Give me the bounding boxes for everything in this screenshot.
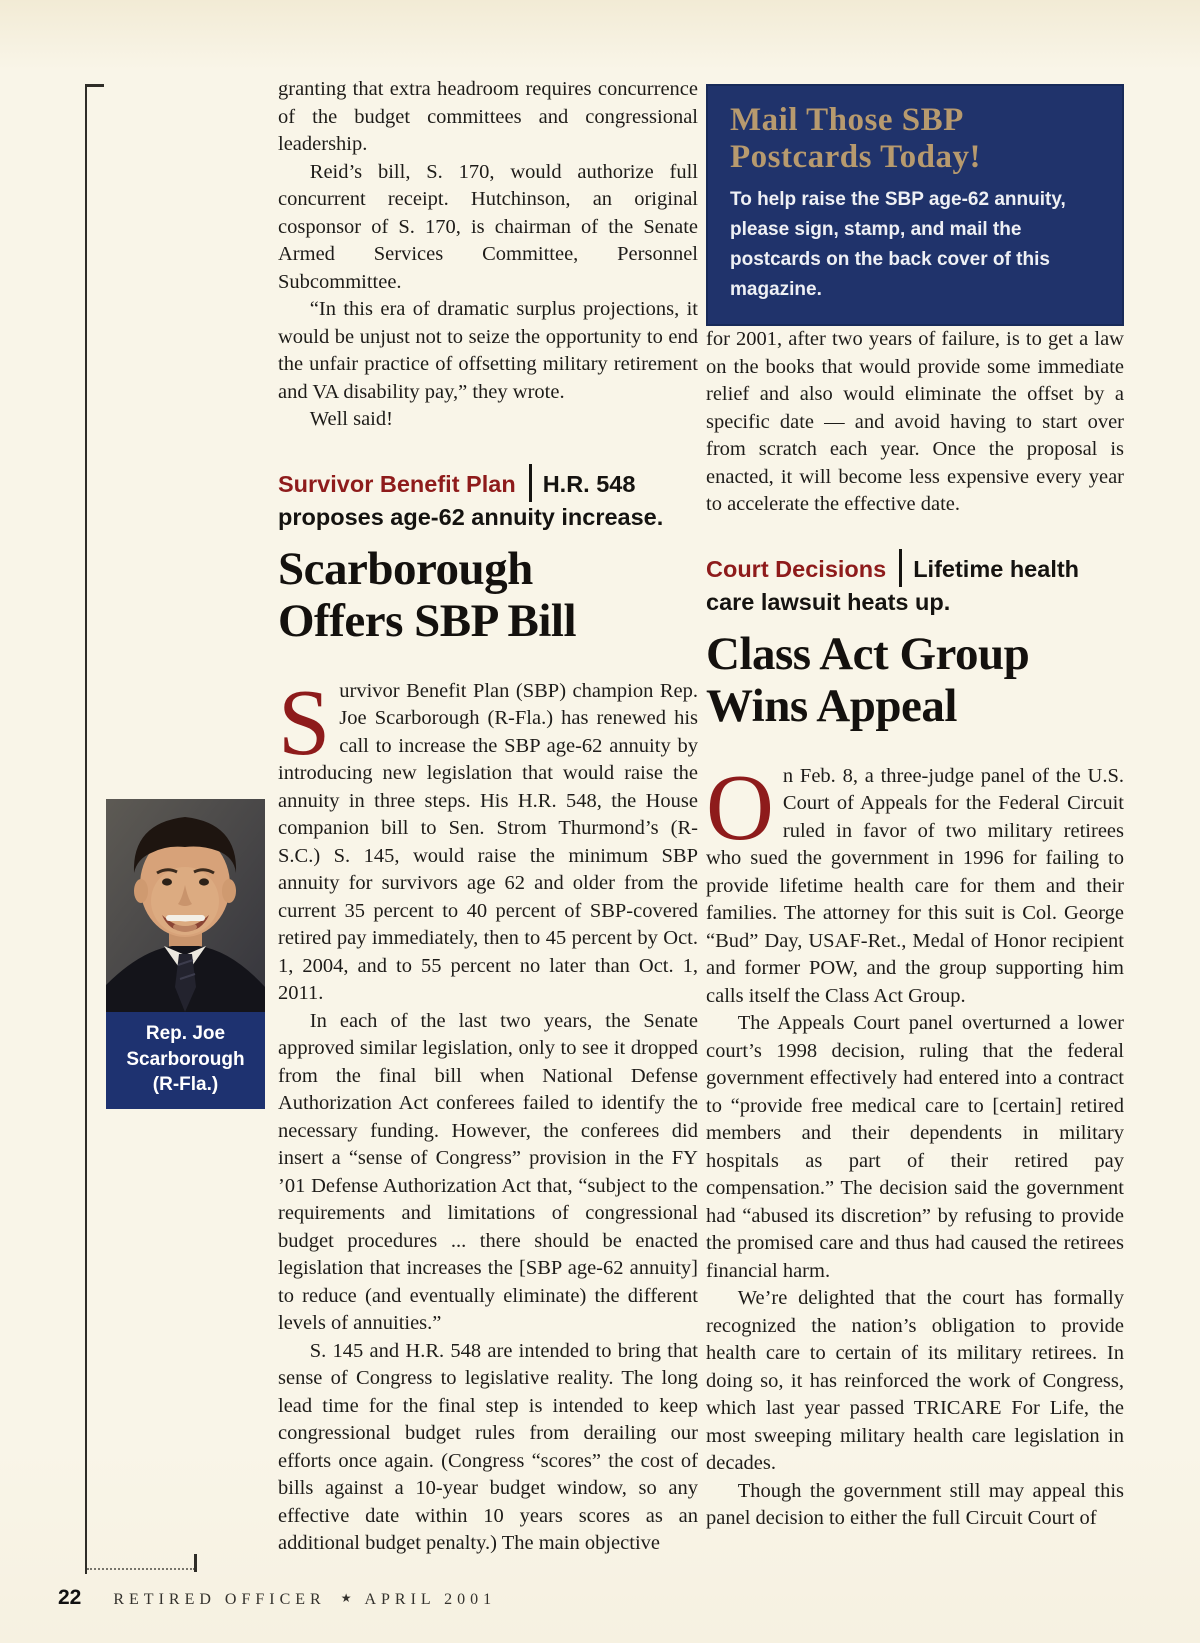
headline-line: Offers SBP Bill bbox=[278, 594, 576, 647]
body-paragraph: “In this era of dramatic surplus projections, it would be unjust not to seize the opportunity to end the unfair practice of offsetting military retirement and VA disability pay,” they wrote. bbox=[278, 298, 698, 403]
drop-cap: S bbox=[278, 670, 331, 775]
paragraph-text: urvivor Benefit Plan (SBP) champion Rep. Joe Scarborough (R-Fla.) has renewed his call to increase the SBP age-62 annuity by introducing new legislation that would raise the annuity in three steps. His H.R. 548, the House companion bill to Sen. Strom Thurmond’s (R-S.C.) S. 145, would raise the minimum SBP annuity for survivors age 62 and older from the current 35 percent to 40 percent of SBP-covered retired pay immediately, then to 45 percent by Oct. 1, 2004, and to 55 percent no later than Oct. 1, 2011. bbox=[278, 679, 698, 1005]
body-paragraph: In each of the last two years, the Senate approved similar legislation, only to see it dropped from the final bill when National Defense Authorization Act conferees failed to identify the necessary funding. However, the conferees did insert a “sense of Congress” provision in the FY ’01 Defense Authorization Act that, “subject to the requirements and limitations of congressional budget procedures ... there should be enacted legislation that increases the [SBP age-62 annuity] to reduce (and eventually eliminate) the different levels of annuities.” bbox=[278, 1009, 698, 1335]
body-paragraph: Reid’s bill, S. 170, would authorize full concurrent receipt. Hutchinson, an original cosponsor of S. 170, is chairman of the Senate Armed Services Committee, Personnel Subcommittee. bbox=[278, 160, 698, 293]
left-column bbox=[278, 76, 698, 1558]
callout-box-mail-postcards bbox=[706, 84, 1124, 326]
kicker-deck: Lifetime health care lawsuit heats up. bbox=[706, 555, 1080, 615]
section-kicker-court-decisions bbox=[706, 549, 1124, 618]
article-headline-class-act bbox=[706, 628, 1124, 732]
body-paragraph: for 2001, after two years of failure, is to get a law on the books that would provide some immediate relief and also would eliminate the offset by a specific date — and avoid having to start over from scratch each year. Once the proposal is enacted, it will become less expensive every year to accelerate the effective date. bbox=[706, 328, 1124, 515]
callout-heading: Mail Those SBP Postcards Today! bbox=[730, 102, 981, 175]
drop-cap: O bbox=[706, 755, 774, 860]
kicker-divider-bar bbox=[899, 549, 902, 587]
body-paragraph: The Appeals Court panel overturned a lower court’s 1998 decision, ruling that the federal government effectively had entered into a contract to “provide free medical care to [certain] retired members and their dependents in military hospitals as part of their retired pay compensation.” The decision said the government had “abused its discretion” by refusing to provide the promised care and thus had caused the retirees financial harm. bbox=[706, 1012, 1124, 1282]
issue-date: APRIL 2001 bbox=[364, 1591, 497, 1608]
paragraph-text: n Feb. 8, a three-judge panel of the U.S. Court of Appeals for the Federal Circuit ruled in favor of two military retirees who sued the government in 1996 for failing to provide lifetime health care for them and their families. The attorney for this suit is Col. George “Bud” Day, USAF-Ret., Medal of Honor recipient and former POW, and the group supporting him calls itself the Class Act Group. bbox=[706, 764, 1124, 1007]
right-column bbox=[706, 76, 1124, 1533]
article-headline-scarborough bbox=[278, 543, 698, 647]
body-paragraph: We’re delighted that the court has formally recognized the nation’s obligation to provide health care to certain of its military retirees. In doing so, it has reinforced the work of Congress, which last year passed TRICARE For Life, the most sweeping military health care legislation in decades. bbox=[706, 1287, 1124, 1475]
kicker-divider-bar bbox=[529, 464, 532, 502]
kicker-deck: H.R. 548 proposes age-62 annuity increase. bbox=[278, 470, 664, 530]
kicker-label: Survivor Benefit Plan bbox=[278, 470, 516, 497]
left-margin-rule-corner bbox=[85, 84, 104, 87]
body-paragraph bbox=[706, 755, 1124, 1011]
page-footer bbox=[58, 1586, 496, 1610]
caption-line: Rep. Joe bbox=[145, 1023, 226, 1044]
body-paragraph bbox=[278, 670, 698, 1008]
body-paragraph: Though the government still may appeal this panel decision to either the full Circuit Court of bbox=[706, 1479, 1124, 1530]
section-kicker-survivor-benefit-plan bbox=[278, 464, 698, 533]
scarborough-photo-block bbox=[106, 799, 265, 1109]
headline-line: Scarborough bbox=[278, 542, 533, 595]
star-icon: ★ bbox=[340, 1591, 352, 1605]
callout-body: To help raise the SBP age-62 annuity, please sign, stamp, and mail the postcards on the back cover of this magazine. bbox=[730, 189, 1066, 300]
scarborough-photo bbox=[106, 799, 265, 1012]
page-number: 22 bbox=[58, 1586, 82, 1609]
headline-line: Wins Appeal bbox=[706, 679, 957, 732]
photo-caption bbox=[106, 1012, 265, 1109]
magazine-name: RETIRED OFFICER bbox=[113, 1591, 326, 1608]
body-paragraph: granting that extra headroom requires concurrence of the budget committees and congressional leadership. bbox=[278, 78, 698, 155]
headline-line: Class Act Group bbox=[706, 627, 1030, 680]
kicker-label: Court Decisions bbox=[706, 555, 887, 582]
caption-line: (R-Fla.) bbox=[152, 1074, 219, 1095]
left-margin-rule bbox=[85, 84, 87, 1574]
body-paragraph: Well said! bbox=[309, 408, 393, 430]
footer-dotted-rule bbox=[87, 1568, 195, 1570]
body-paragraph: S. 145 and H.R. 548 are intended to bring that sense of Congress to legislative reality. The long lead time for the final step is intended to keep congressional budget rules from derailing our efforts once again. (Congress “scores” the cost of bills against a 10-year budget window, so any effective date within 10 years scores as an additional budget penalty.) The main objective bbox=[278, 1339, 698, 1555]
caption-line: Scarborough bbox=[126, 1048, 245, 1070]
footer-rule-tick bbox=[194, 1554, 197, 1572]
